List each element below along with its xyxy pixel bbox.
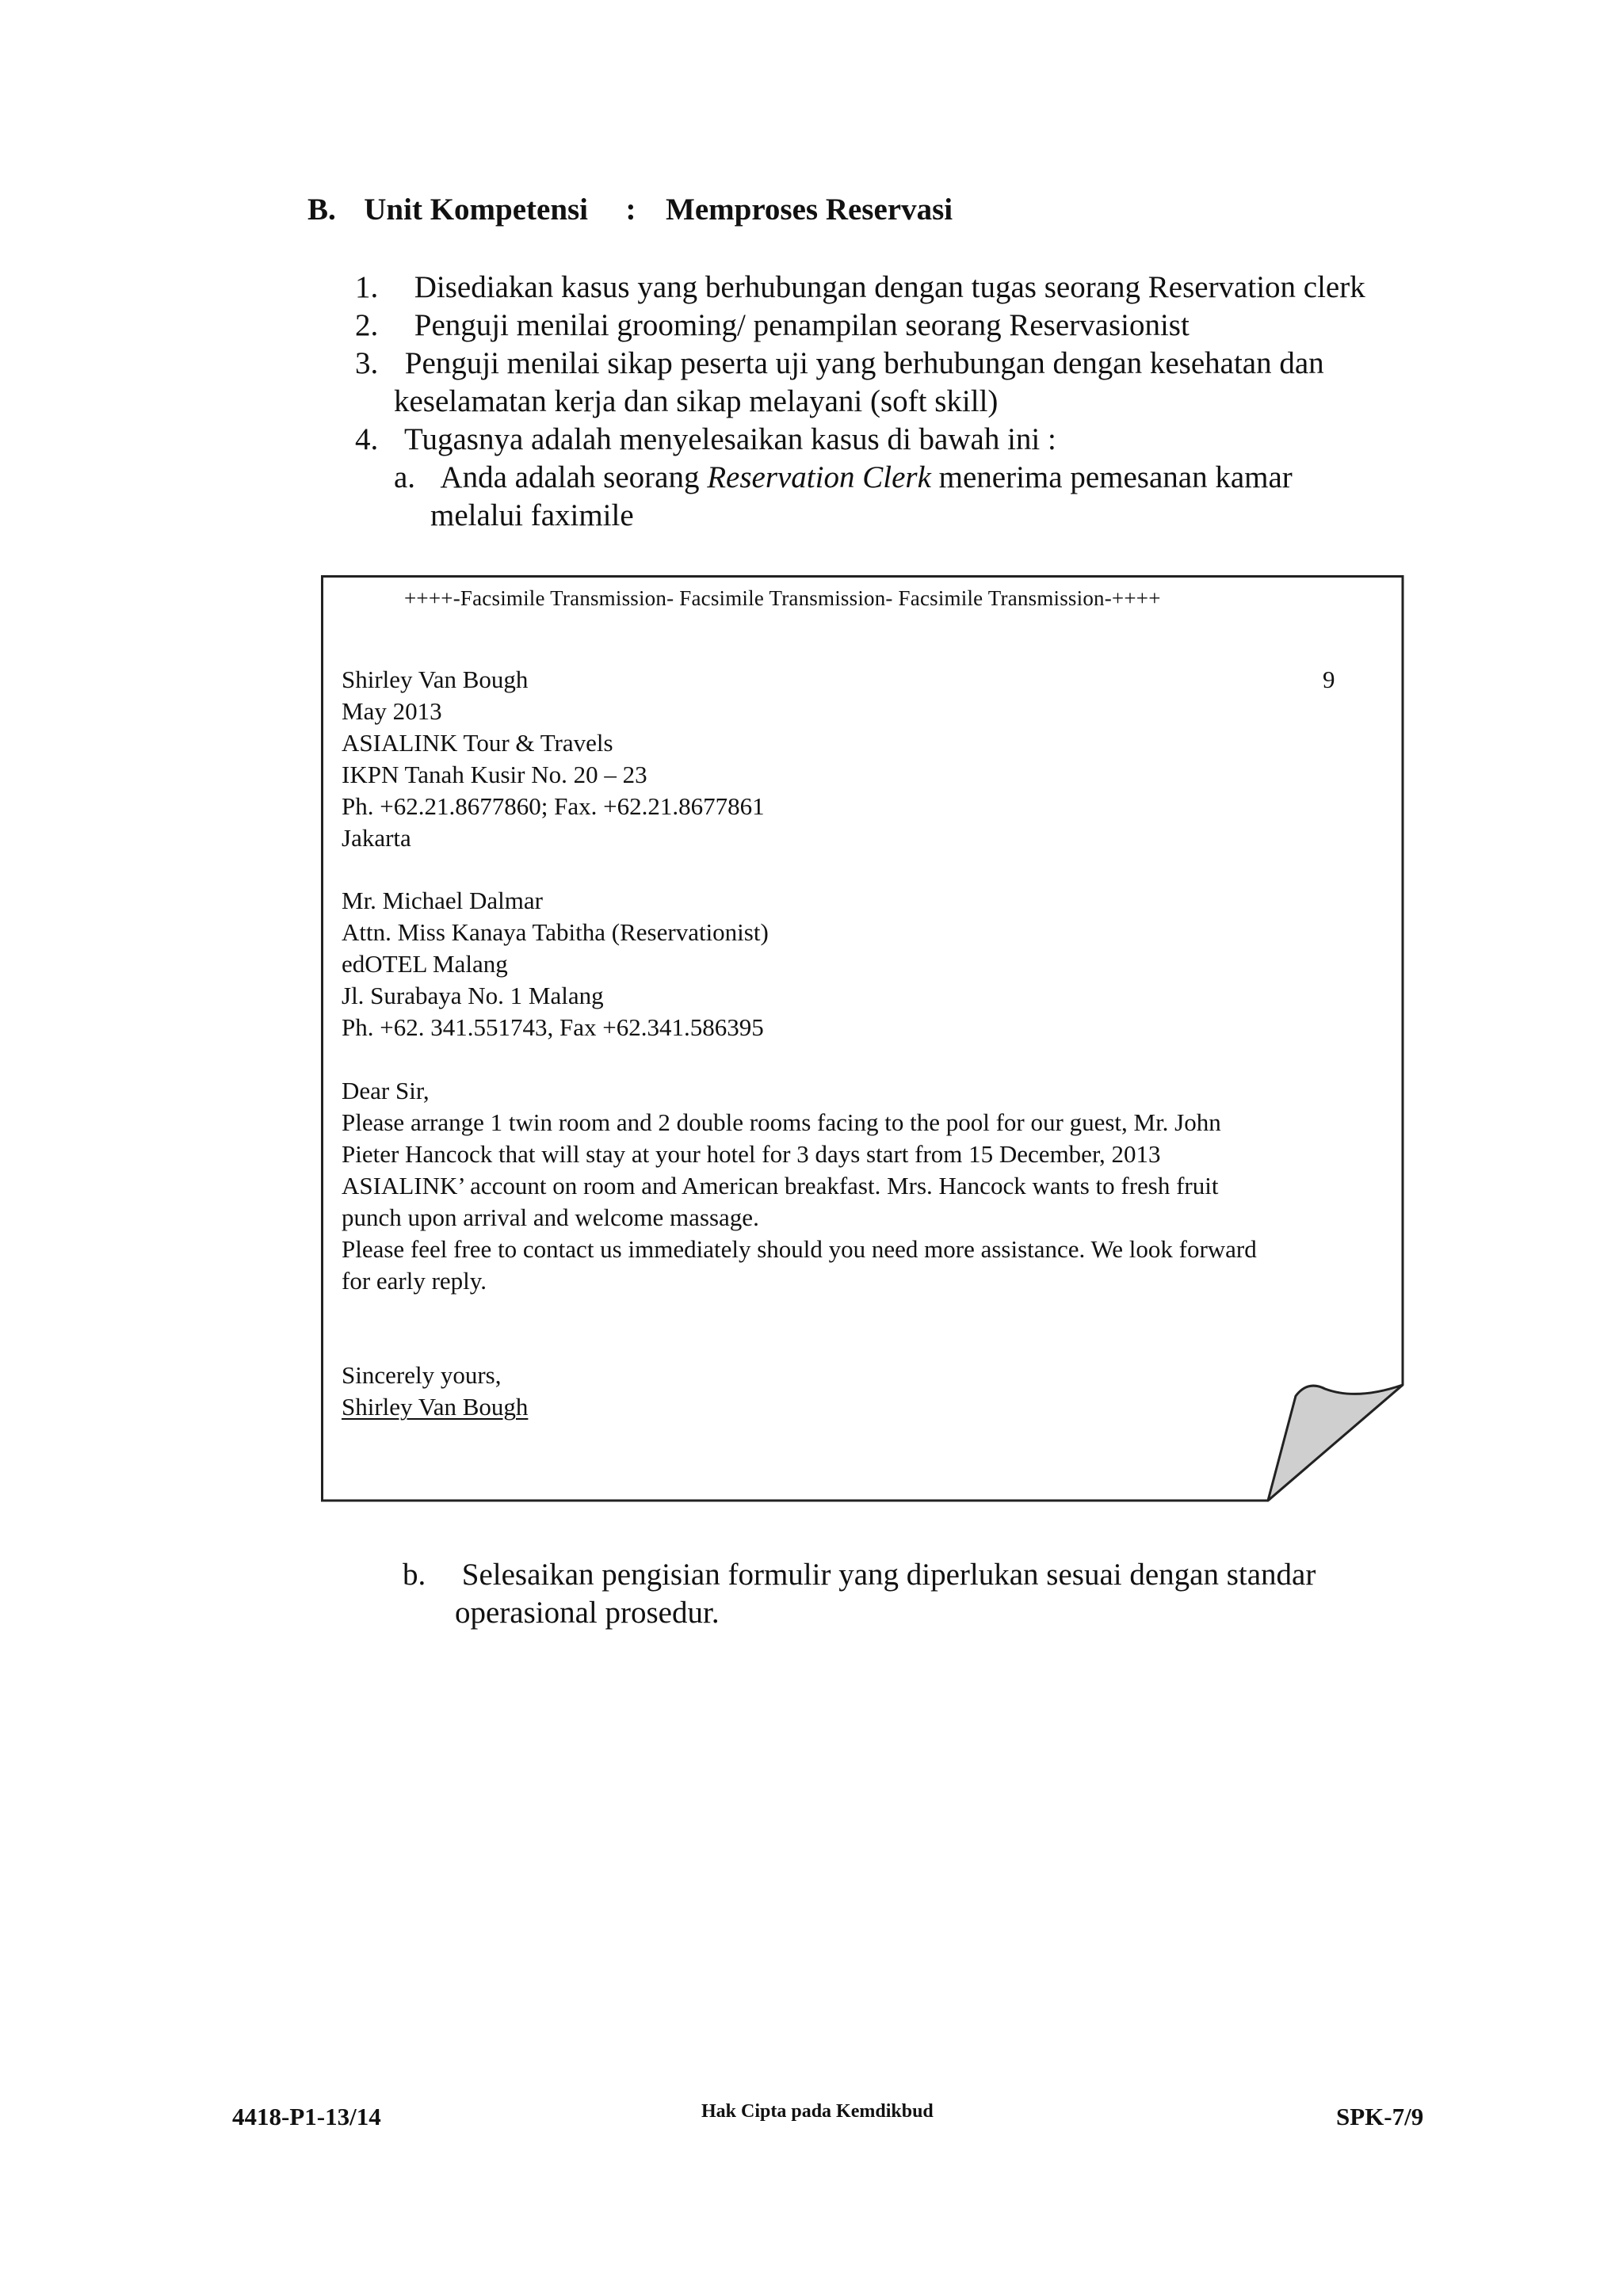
closing: Sincerely yours, bbox=[342, 1361, 502, 1389]
sub-item-letter: b. bbox=[403, 1558, 426, 1592]
body-line: Pieter Hancock that will stay at your hotel for 3 days start from 15 December, 2013 bbox=[342, 1140, 1161, 1168]
footer-page-number: SPK-7/9 bbox=[1336, 2103, 1424, 2130]
instruction-item-3-continuation bbox=[394, 383, 998, 421]
instruction-item-1 bbox=[355, 269, 1365, 307]
recipient-attn: Attn. Miss Kanaya Tabitha (Reservationist) bbox=[342, 918, 769, 946]
sub-item-text-line-1: Selesaikan pengisian formulir yang diperlukan sesuai dengan standar bbox=[461, 1558, 1316, 1592]
recipient-address: Jl. Surabaya No. 1 Malang bbox=[342, 982, 604, 1009]
item-number: 4. bbox=[355, 422, 379, 456]
item-text-line-1: Penguji menilai sikap peserta uji yang berhubungan dengan kesehatan dan bbox=[404, 346, 1324, 380]
sub-item-b-continuation bbox=[455, 1594, 720, 1632]
instruction-item-3 bbox=[355, 345, 1324, 383]
sub-item-text-line-2: operasional prosedur. bbox=[455, 1596, 720, 1630]
sub-item-emphasis: Reservation Clerk bbox=[707, 460, 931, 494]
footer-code: 4418-P1-13/14 bbox=[232, 2103, 381, 2130]
item-text: Disediakan kasus yang berhubungan dengan tugas seorang Reservation clerk bbox=[414, 270, 1365, 304]
sender-date: May 2013 bbox=[342, 697, 442, 725]
body-line: ASIALINK’ account on room and American breakfast. Mrs. Hancock wants to fresh fruit bbox=[342, 1172, 1219, 1199]
section-colon: : bbox=[625, 193, 636, 227]
sender-date-day: 9 bbox=[1323, 666, 1335, 693]
signature-name: Shirley Van Bough bbox=[342, 1393, 529, 1421]
body-line: Please arrange 1 twin room and 2 double rooms facing to the pool for our guest, Mr. John bbox=[342, 1108, 1221, 1136]
item-text: Tugasnya adalah menyelesaikan kasus di bawah ini : bbox=[404, 422, 1056, 456]
sender-phone: Ph. +62.21.8677860; Fax. +62.21.8677861 bbox=[342, 792, 765, 820]
sub-item-letter: a. bbox=[394, 460, 416, 494]
body-line: Please feel free to contact us immediately should you need more assistance. We look forward bbox=[342, 1235, 1257, 1263]
recipient-hotel: edOTEL Malang bbox=[342, 950, 508, 978]
sender-company: ASIALINK Tour & Travels bbox=[342, 729, 613, 757]
footer-copyright: Hak Cipta pada Kemdikbud bbox=[701, 2101, 934, 2122]
body-line: punch upon arrival and welcome massage. bbox=[342, 1203, 759, 1231]
sub-item-a-continuation bbox=[430, 497, 634, 535]
item-number: 3. bbox=[355, 346, 379, 380]
sender-city: Jakarta bbox=[342, 824, 411, 852]
item-number: 2. bbox=[355, 308, 379, 342]
instruction-item-2 bbox=[355, 307, 1190, 345]
item-text: Penguji menilai grooming/ penampilan seorang Reservasionist bbox=[414, 308, 1190, 342]
sub-item-a bbox=[394, 459, 1293, 497]
section-letter: B. bbox=[307, 193, 336, 227]
item-number: 1. bbox=[355, 270, 379, 304]
recipient-name: Mr. Michael Dalmar bbox=[342, 887, 543, 914]
sub-item-text-after: menerima pemesanan kamar bbox=[930, 460, 1293, 494]
salutation: Dear Sir, bbox=[342, 1077, 430, 1104]
sub-item-text-line-2: melalui faximile bbox=[430, 498, 634, 532]
recipient-phone: Ph. +62. 341.551743, Fax +62.341.586395 bbox=[342, 1013, 764, 1041]
section-heading bbox=[307, 192, 953, 227]
item-text-line-2: keselamatan kerja dan sikap melayani (soft skill) bbox=[394, 384, 999, 418]
section-label: Unit Kompetensi bbox=[364, 193, 589, 227]
sender-address: IKPN Tanah Kusir No. 20 – 23 bbox=[342, 761, 647, 788]
instruction-item-4 bbox=[355, 421, 1056, 459]
section-title: Memproses Reservasi bbox=[666, 193, 953, 227]
body-line: for early reply. bbox=[342, 1267, 487, 1295]
sub-item-text-before: Anda adalah seorang bbox=[440, 460, 708, 494]
fax-header: ++++-Facsimile Transmission- Facsimile Transmission- Facsimile Transmission-++++ bbox=[404, 586, 1161, 610]
sender-name: Shirley Van Bough bbox=[342, 666, 529, 693]
sub-item-b bbox=[403, 1556, 1316, 1594]
